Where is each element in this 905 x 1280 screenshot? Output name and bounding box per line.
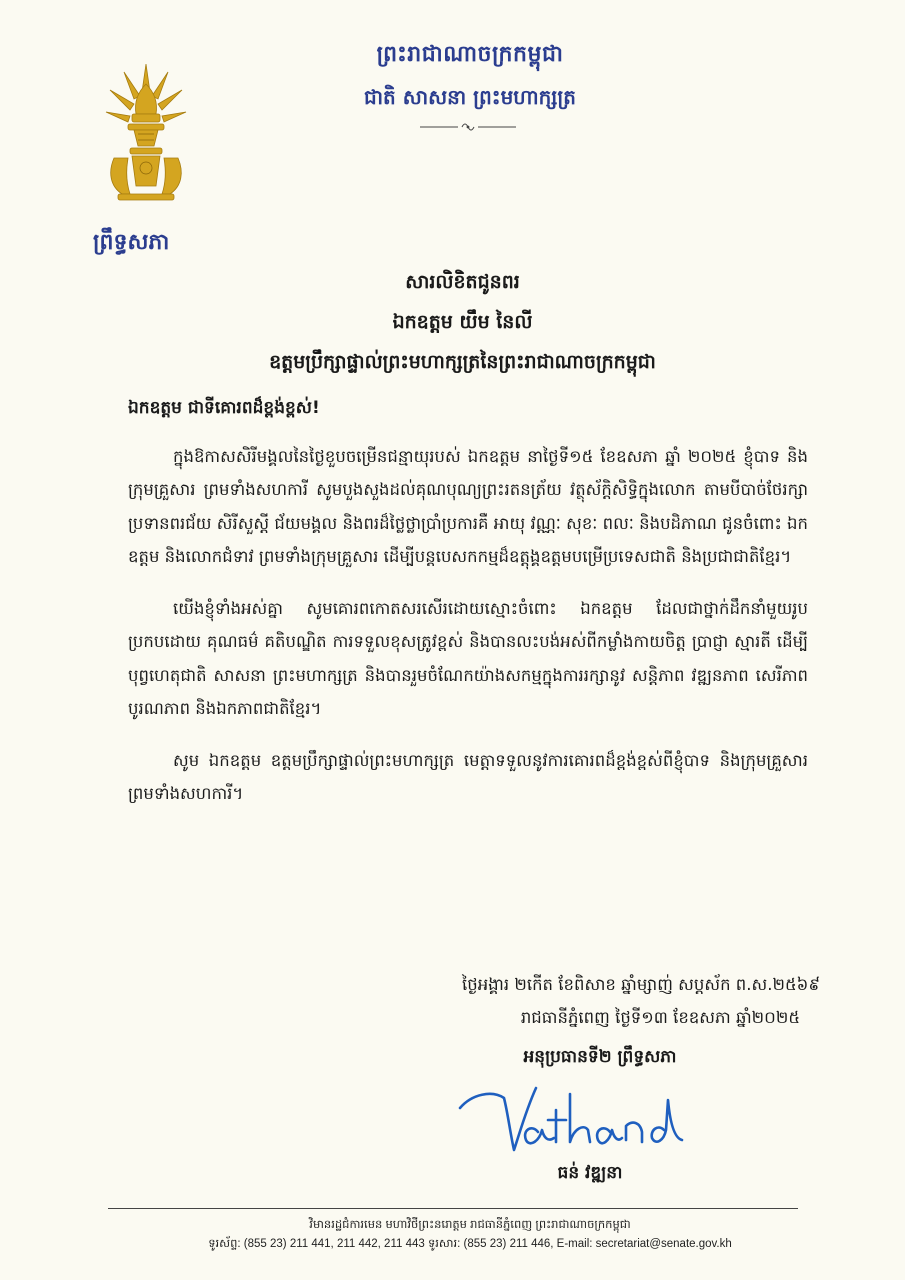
- national-motto: ជាតិ សាសនា ព្រះមហាក្សត្រ: [364, 85, 576, 109]
- signer-title: អនុប្រធានទី២ ព្រឹទ្ធសភា: [523, 1047, 677, 1067]
- paragraph-1: ក្នុងឱកាសសិរីមង្គលនៃថ្ងៃខួបចម្រើនជន្មាយុរបស់ ឯកឧត្តម នាថ្ងៃទី១៥ ខែឧសភា ឆ្នាំ ២០២៥ ខ្ញុំបាទ និងក្រុមគ្រួសារ ព្រមទាំងសហការី សូមបួងសួងដល់គុណបុណ្យព្រះរតនត្រ័យ វត្ថុស័ក្តិសិទ្ធិក្នុងលោក តាមបីបាច់ថែរក្សា ប្រទានពរជ័យ សិរីសួស្តី ជ័យមង្គល និងពរដ៏ថ្លៃថ្លាប្រាំប្រការគឺ អាយុ វណ្ណៈ សុខៈ ពលៈ និងបដិភាណ ជូនចំពោះ ឯកឧត្តម និងលោកជំទាវ ព្រមទាំងក្រុមគ្រួសារ ដើម្បីបន្តបេសកកម្មដ៏ឧត្តុង្គឧត្តមបម្រើប្រទេសជាតិ និងប្រជាជាតិខ្មែរ។: [128, 446, 808, 566]
- footer-divider: [108, 1208, 798, 1209]
- paragraph-2: យើងខ្ញុំទាំងអស់គ្នា សូមគោរពកោតសរសើរដោយស្មោះចំពោះ ឯកឧត្តម ដែលជាថ្នាក់ដឹកនាំមួយរូបប្រកបដោយ គុណធម៌ គតិបណ្ឌិត ការទទួលខុសត្រូវខ្ពស់ និងបានលះបង់អស់ពីកម្លាំងកាយចិត្ត ប្រាជ្ញា ស្មារតី ដើម្បីបុព្វហេតុជាតិ សាសនា ព្រះមហាក្សត្រ និងបានរួមចំណែកយ៉ាងសកម្មក្នុងការរក្សានូវ សន្តិភាព វឌ្ឍនភាព សេរីភាព បូរណភាព និងឯកភាពជាតិខ្មែរ។: [128, 598, 808, 718]
- letter-title: [90, 262, 835, 382]
- solar-date: រាជធានីភ្នំពេញ ថ្ងៃទី១៣ ខែឧសភា ឆ្នាំ២០២៥: [520, 1008, 800, 1027]
- dateline: [320, 968, 820, 1034]
- lunar-date: ថ្ងៃអង្គារ ២កើត ខែពិសាខ ឆ្នាំម្សាញ់ សប្តស័ក ព.ស.២៥៦៩: [461, 975, 820, 994]
- title-line-3: ឧត្តមប្រឹក្សាផ្ទាល់ព្រះមហាក្សត្រនៃព្រះរាជាណាចក្រកម្ពុជា: [269, 351, 656, 373]
- salutation: ឯកឧត្តម ជាទីគោរពដ៏ខ្ពង់ខ្ពស់!: [128, 398, 320, 418]
- senate-emblem-icon: [104, 62, 188, 202]
- signer-name: ធន់ វឌ្ឍនា: [557, 1163, 623, 1183]
- footer: [150, 1216, 790, 1254]
- divider-ornament-icon: [418, 122, 518, 132]
- title-line-2: ឯកឧត្តម យឹម នៃលី: [392, 311, 533, 333]
- footer-contacts: ទូរស័ព្ទ: (855 23) 211 441, 211 442, 211 443 ទូរសារ: (855 23) 211 446, E-mail: secretariat@senate.gov.kh: [208, 1238, 732, 1250]
- handwritten-signature: [452, 1080, 692, 1160]
- kingdom-header: [300, 40, 640, 114]
- paragraph-3: សូម ឯកឧត្តម ឧត្តមប្រឹក្សាផ្ទាល់ព្រះមហាក្សត្រ មេត្តាទទួលនូវការគោរពដ៏ខ្ពង់ខ្ពស់ពីខ្ញុំបាទ និងក្រុមគ្រួសារ ព្រមទាំងសហការី។: [128, 750, 808, 803]
- institution-label: ព្រឹទ្ធសភា: [93, 230, 170, 255]
- kingdom-name: ព្រះរាជាណាចក្រកម្ពុជា: [376, 41, 564, 67]
- footer-address: វិមានរដ្ឋជំការមេន មហាវិថីព្រះនរោត្តម រាជធានីភ្នំពេញ ព្រះរាជាណាចក្រកម្ពុជា: [309, 1219, 631, 1231]
- title-line-1: សារលិខិតជូនពរ: [405, 271, 520, 293]
- letter-body: [128, 392, 808, 829]
